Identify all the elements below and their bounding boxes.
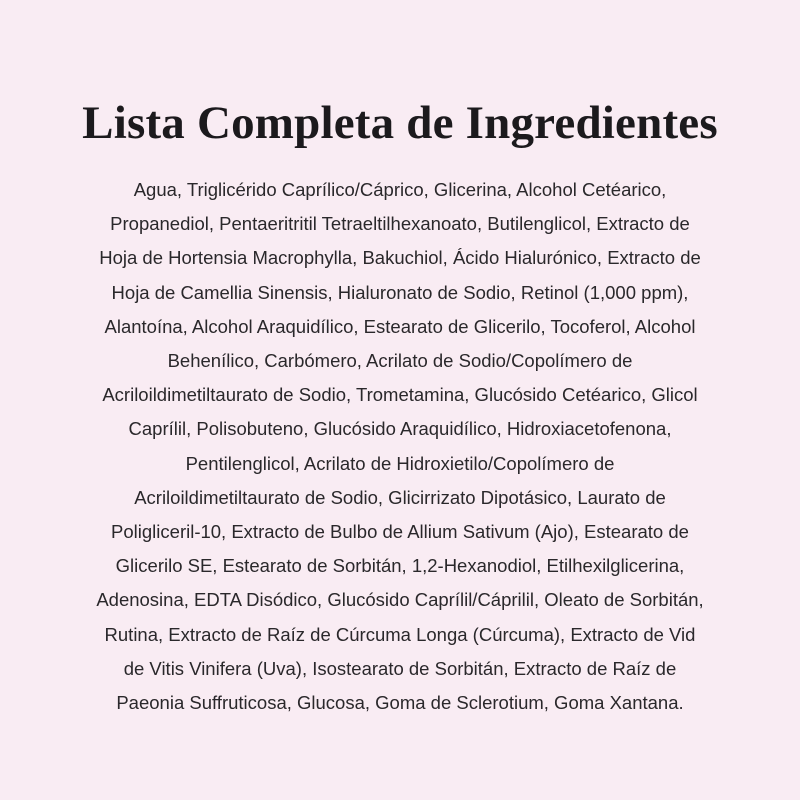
ingredients-line: Poligliceril-10, Extracto de Bulbo de Allium Sativum (Ajo), Estearato de [111, 521, 689, 543]
ingredients-line: Behenílico, Carbómero, Acrilato de Sodio/Copolímero de [167, 350, 633, 372]
ingredients-line: Adenosina, EDTA Disódico, Glucósido Caprílil/Cáprilil, Oleato de Sorbitán, [96, 589, 704, 611]
ingredients-line: Alantoína, Alcohol Araquidílico, Estearato de Glicerilo, Tocoferol, Alcohol [104, 315, 696, 337]
ingredients-line: Paeonia Suffruticosa, Glucosa, Goma de Sclerotium, Goma Xantana. [116, 692, 684, 714]
ingredients-line: Caprílil, Polisobuteno, Glucósido Araquidílico, Hidroxiacetofenona, [128, 418, 672, 440]
ingredients-line: Agua, Triglicérido Caprílico/Cáprico, Glicerina, Alcohol Cetéarico, [133, 179, 667, 200]
ingredients-line: Hoja de Camellia Sinensis, Hialuronato de Sodio, Retinol (1,000 ppm), [111, 281, 689, 303]
ingredients-line: Pentilenglicol, Acrilato de Hidroxietilo/Copolímero de [185, 452, 615, 474]
ingredients-line: Glicerilo SE, Estearato de Sorbitán, 1,2-Hexanodiol, Etilhexilglicerina, [115, 555, 685, 577]
ingredients-line: de Vitis Vinifera (Uva), Isostearato de Sorbitán, Extracto de Raíz de [123, 657, 677, 679]
ingredients-line: Hoja de Hortensia Macrophylla, Bakuchiol, Ácido Hialurónico, Extracto de [99, 247, 701, 269]
ingredients-line: Acriloildimetiltaurato de Sodio, Trometamina, Glucósido Cetéarico, Glicol [102, 384, 698, 406]
page-title: Lista Completa de Ingredientes [82, 97, 718, 149]
ingredients-list [60, 173, 740, 720]
ingredients-line: Propanediol, Pentaeritritil Tetraeltilhexanoato, Butilenglicol, Extracto de [110, 213, 690, 235]
ingredients-line: Rutina, Extracto de Raíz de Cúrcuma Longa (Cúrcuma), Extracto de Vid [104, 623, 696, 645]
ingredients-line: Acriloildimetiltaurato de Sodio, Glicirrizato Dipotásico, Laurato de [134, 486, 666, 508]
